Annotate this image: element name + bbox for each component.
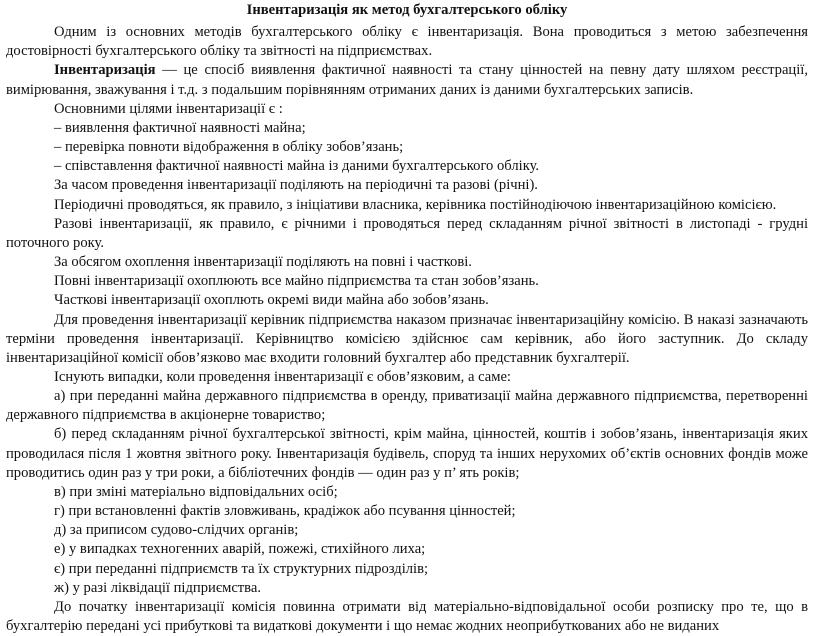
case-item: е) у випадках техногенних аварій, пожежі, стихійного лиха; <box>54 541 426 558</box>
case-item: д) за приписом судово-слідчих органів; <box>54 522 299 539</box>
case-item: б) перед складанням річної бухгалтерської звітності, крім майна, цінностей, коштів і зобов’язань, інвентаризація яких проводилася після 1 жовтня звітного року. Інвентаризація будівель, споруд та інших нерухомих об’єктів основних фондів може проводитись один раз у три роки, а бібліотечних фондів — один раз у п’ ять років; <box>6 426 808 481</box>
case-item: в) при зміні матеріально відповідальних осіб; <box>54 483 338 500</box>
paragraph-periodic: Періодичні проводяться, як правило, з ініціативи власника, керівника постійнодіючою інвентаризаційною комісією. <box>54 196 777 213</box>
case-item: а) при переданні майна державного підприємства в оренду, приватизації майна державного підприємства, перетворенні державного підприємства в акціонерне товариство; <box>6 388 808 424</box>
paragraph-by-time: За часом проведення інвентаризації поділяють на періодичні та разові (річні). <box>54 177 538 194</box>
definition-term: Інвентаризація <box>54 62 156 79</box>
paragraph-full: Повні інвентаризації охоплюють все майно підприємства та стан зобов’язань. <box>54 273 539 290</box>
paragraph-receipt: До початку інвентаризації комісія повинна отримати від матеріально-відповідальної особи розписку про те, що в бухгалтерію передані усі прибуткові та видаткові документи і що немає жодних неоприбуткованих або не виданих <box>6 598 808 634</box>
paragraph-one-time: Разові інвентаризації, як правило, є річними і проводяться перед складанням річної звітності в листопаді - грудні поточного року. <box>6 215 808 251</box>
paragraph-partial: Часткові інвентаризації охоплють окремі види майна або зобов’язань. <box>54 292 489 309</box>
document-title: Інвентаризація як метод бухгалтерського обліку <box>246 2 568 18</box>
paragraph-definition <box>6 61 808 99</box>
paragraph-by-scope: За обсягом охоплення інвентаризації поділяють на повні і часткові. <box>54 254 472 271</box>
paragraph-mandatory-cases: Існують випадки, коли проведення інвентаризації є обов’язковим, а саме: <box>54 368 511 385</box>
definition-text: — це спосіб виявлення фактичної наявності та стану цінностей на певну дату шляхом реєстрації, вимірювання, зважування і т.д. з подальшим порівнянням отриманих даних із даними бухгалтерських записів. <box>6 62 808 98</box>
case-item: ж) у разі ліквідації підприємства. <box>54 579 262 596</box>
goal-item: – перевірка повноти відображення в обліку зобов’язань; <box>54 139 404 156</box>
paragraph-goals-intro: Основними цілями інвентаризації є : <box>54 100 283 117</box>
goal-item: – співставлення фактичної наявності майна із даними бухгалтерського обліку. <box>54 158 540 175</box>
case-item: г) при встановленні фактів зловживань, крадіжок або псування цінностей; <box>54 503 516 520</box>
paragraph-commission: Для проведення інвентаризації керівник підприємства наказом призначає інвентаризаційну комісію. В наказі зазначають терміни проведення інвентаризації. Керівництво комісією здійснює сам керівник, або його заступник. До складу інвентаризаційної комісії обов’язково має входити головний бухгалтер або представник бухгалтерії. <box>6 311 808 366</box>
goal-item: – виявлення фактичної наявності майна; <box>54 119 306 136</box>
paragraph-intro: Одним із основних методів бухгалтерського обліку є інвентаризація. Вона проводиться з метою забезпечення достовірності бухгалтерського обліку та звітності на підприємствах. <box>6 24 808 60</box>
case-item: є) при переданні підприємств та їх структурних підрозділів; <box>54 560 429 577</box>
